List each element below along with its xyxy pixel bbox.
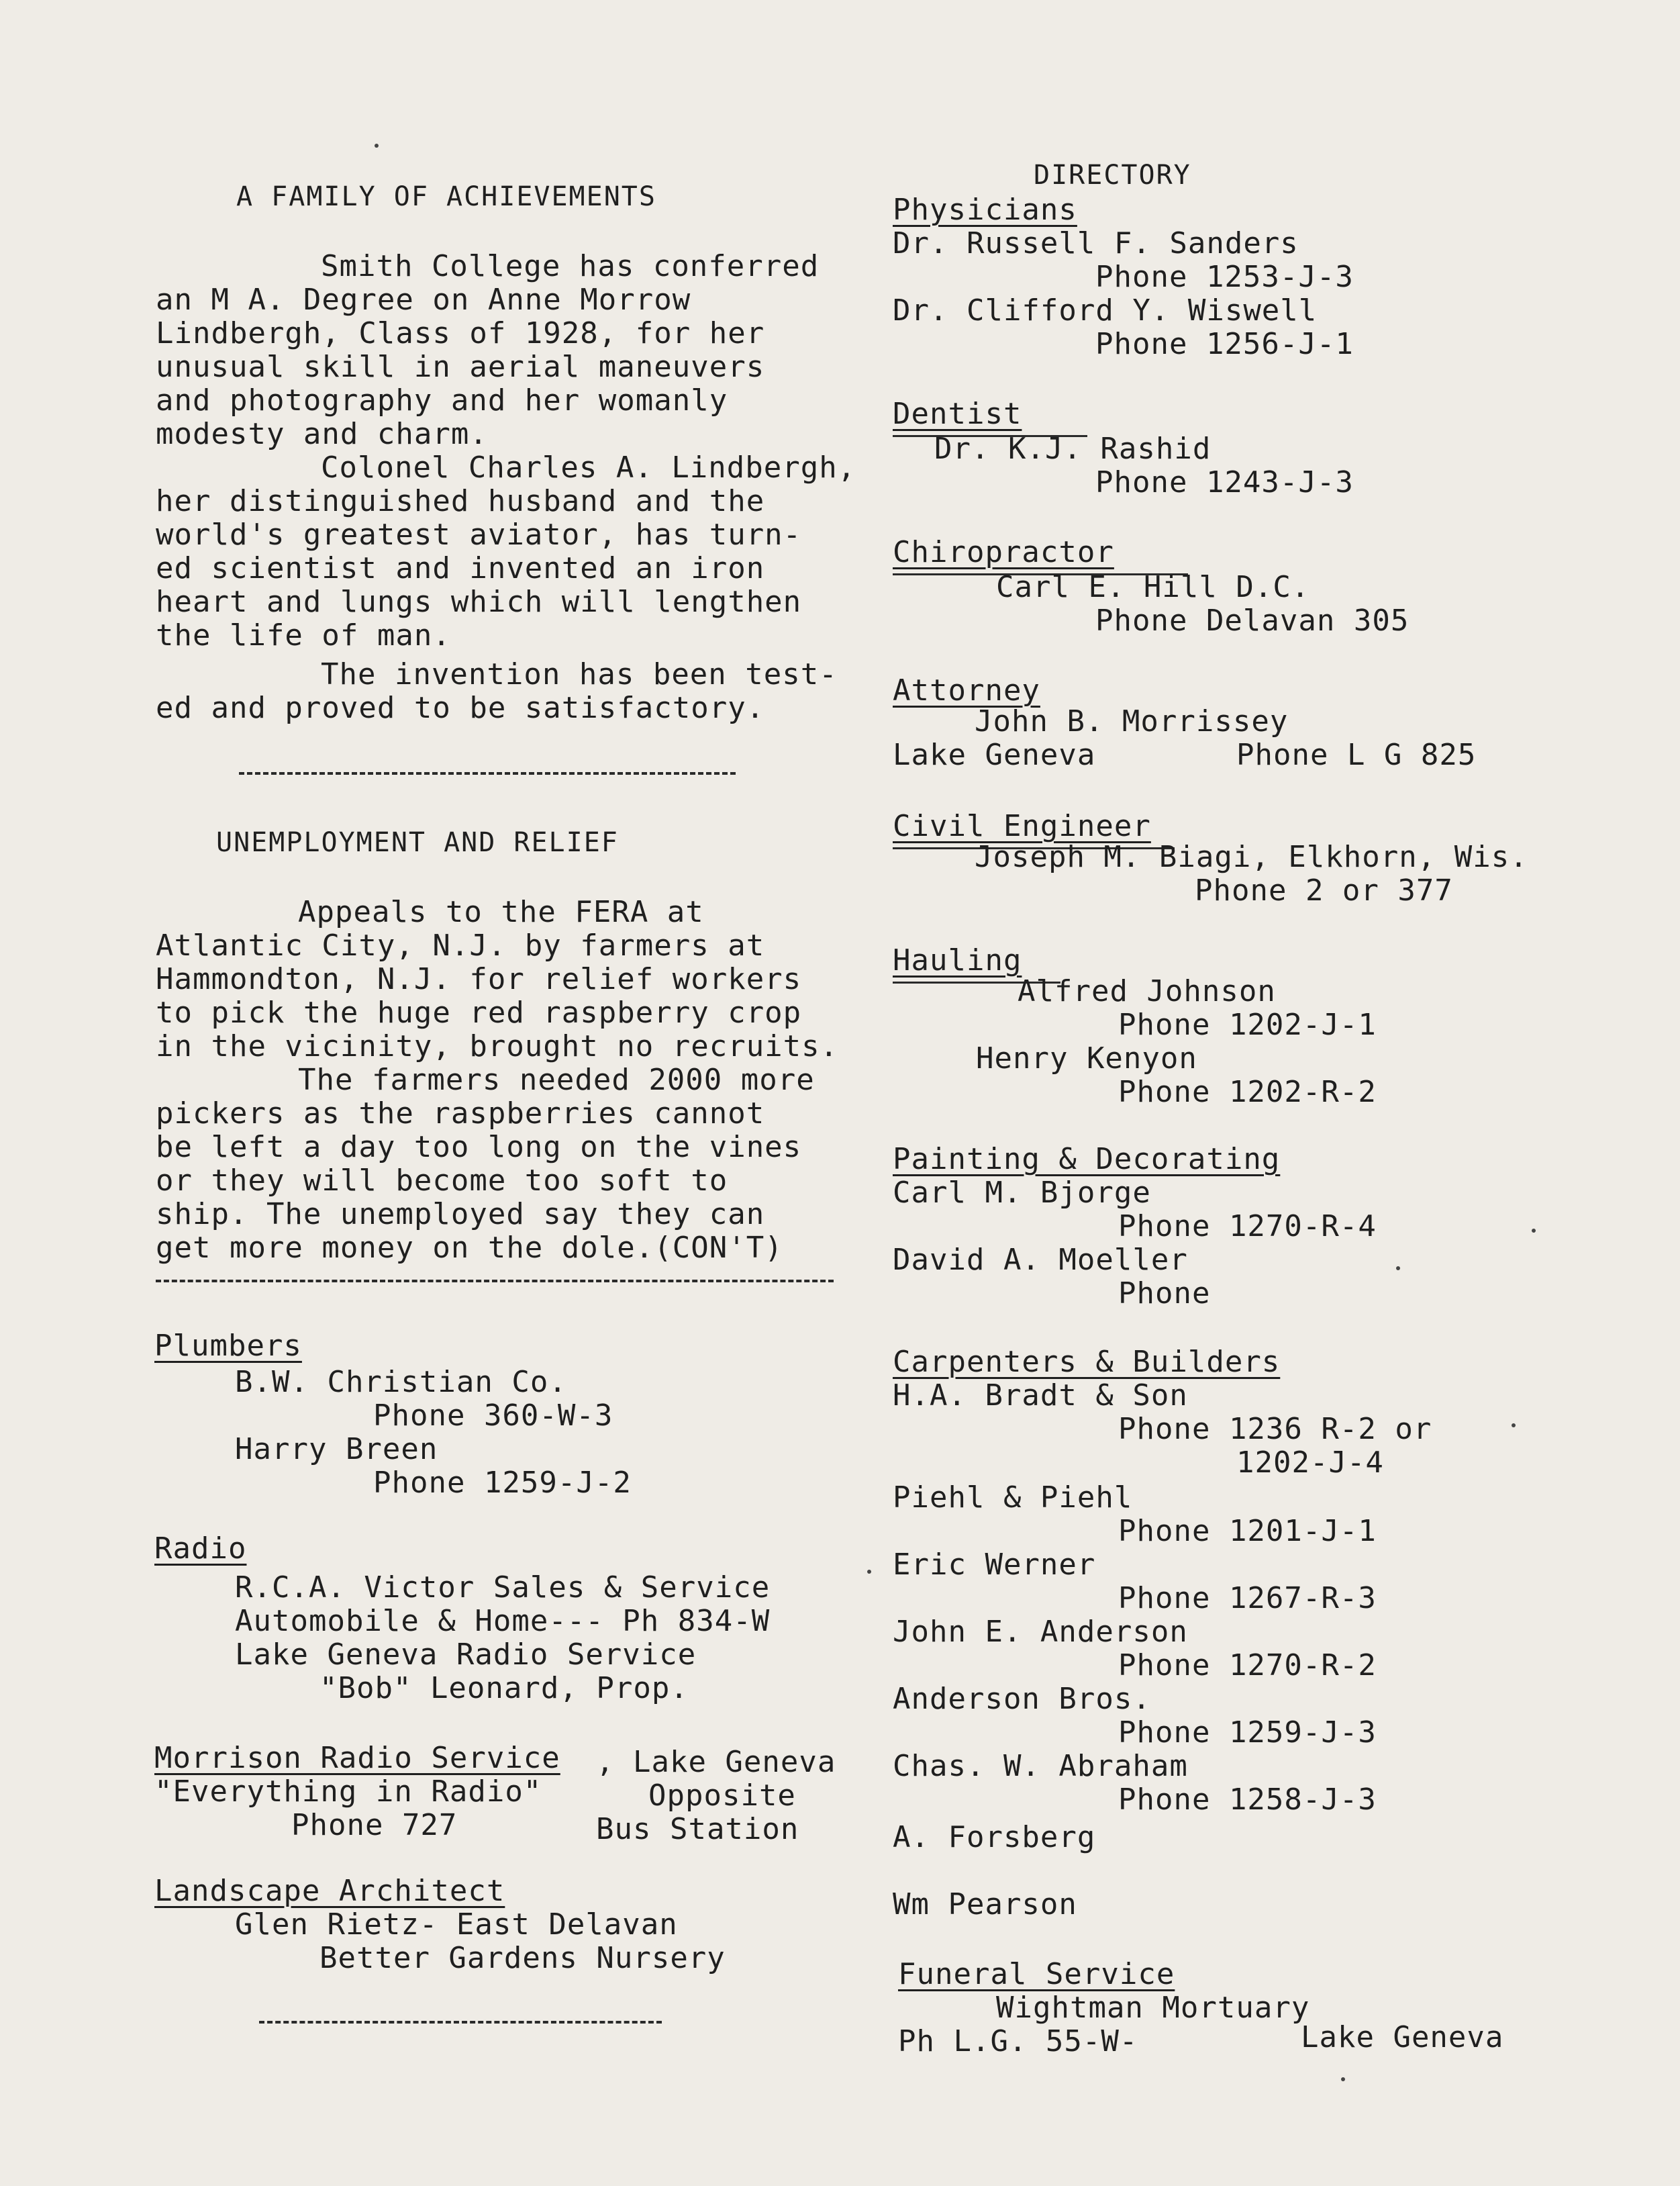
carpenters-line: Phone 1270-R-2 (1118, 1648, 1377, 1682)
landscape-line: Better Gardens Nursery (319, 1941, 726, 1975)
achievements-line: The invention has been test- (321, 657, 838, 692)
physicians-line: Dr. Clifford Y. Wiswell (893, 293, 1318, 328)
hauling-heading: Hauling (893, 943, 1022, 978)
achievements-line: modesty and charm. (156, 417, 488, 451)
achievements-line: Lindbergh, Class of 1928, for her (156, 316, 765, 350)
radio-line: Lake Geneva Radio Service (235, 1637, 697, 1672)
carpenters-line: Chas. W. Abraham (893, 1749, 1188, 1783)
unemployment-line: or they will become too soft to (156, 1163, 728, 1198)
attorney-line: John B. Morrissey (975, 704, 1289, 739)
plumbers-line: Harry Breen (235, 1432, 438, 1466)
achievements-line: Colonel Charles A. Lindbergh, (321, 450, 856, 485)
paper-speck (867, 1570, 871, 1574)
plumbers-line: Phone 1259-J-2 (373, 1466, 632, 1500)
paper-speck (375, 144, 379, 148)
carpenters-line: Phone 1201-J-1 (1118, 1514, 1377, 1548)
morrison-heading: Morrison Radio Service (154, 1741, 560, 1775)
painting-line: Carl M. Bjorge (893, 1176, 1151, 1210)
unemployment-title: UNEMPLOYMENT AND RELIEF (216, 827, 619, 858)
physicians-heading: Physicians (893, 193, 1077, 227)
unemployment-line: in the vicinity, brought no recruits. (156, 1029, 839, 1063)
carpenters-line: H.A. Bradt & Son (893, 1378, 1188, 1413)
carpenters-heading: Carpenters & Builders (893, 1345, 1281, 1379)
achievements-line: world's greatest aviator, has turn- (156, 518, 802, 552)
paper-speck (1341, 2077, 1345, 2081)
painting-line: David A. Moeller (893, 1243, 1188, 1277)
physicians-line: Phone 1253-J-3 (1095, 260, 1354, 294)
achievements-line: the life of man. (156, 618, 451, 653)
dentist-heading: Dentist (893, 397, 1022, 431)
carpenters-line: Phone 1267-R-3 (1118, 1581, 1377, 1615)
unemployment-line: to pick the huge red raspberry crop (156, 996, 802, 1030)
carpenters-line: John E. Anderson (893, 1615, 1188, 1649)
unemployment-line: The farmers needed 2000 more (298, 1063, 815, 1097)
carpenters-line: Phone 1236 R-2 or (1118, 1412, 1432, 1446)
plumbers-heading: Plumbers (154, 1329, 302, 1363)
attorney-heading: Attorney (893, 673, 1040, 708)
radio-heading: Radio (154, 1531, 247, 1566)
section-divider (156, 1280, 834, 1282)
paper-speck (1532, 1229, 1536, 1233)
painting-line: Phone 1270-R-4 (1118, 1209, 1377, 1243)
physicians-line: Phone 1256-J-1 (1095, 327, 1354, 361)
plumbers-line: Phone 360-W-3 (373, 1398, 613, 1433)
achievements-line: unusual skill in aerial maneuvers (156, 350, 765, 384)
radio-line: Automobile & Home--- Ph 834-W (235, 1604, 771, 1638)
chiropractor-heading: Chiropractor (893, 535, 1114, 569)
civil-engineer-line: Phone 2 or 377 (1195, 873, 1453, 908)
chiropractor-line: Carl E. Hill D.C. (996, 570, 1310, 604)
radio-line: R.C.A. Victor Sales & Service (235, 1570, 771, 1605)
plumbers-line: B.W. Christian Co. (235, 1365, 567, 1399)
paper-speck (1396, 1266, 1400, 1270)
physicians-line: Dr. Russell F. Sanders (893, 226, 1299, 260)
unemployment-line: get more money on the dole.(CON'T) (156, 1231, 783, 1265)
morrison-line: Phone 727 (291, 1808, 458, 1842)
landscape-heading: Landscape Architect (154, 1874, 505, 1908)
achievements-line: ed and proved to be satisfactory. (156, 691, 765, 725)
dentist-line: Phone 1243-J-3 (1095, 465, 1354, 500)
radio-line: "Bob" Leonard, Prop. (319, 1671, 689, 1705)
civil-engineer-heading: Civil Engineer (893, 809, 1151, 843)
attorney-line: Phone L G 825 (1236, 738, 1477, 772)
unemployment-line: Appeals to the FERA at (298, 895, 704, 929)
section-divider (239, 772, 736, 775)
hauling-line: Phone 1202-J-1 (1118, 1008, 1377, 1042)
morrison-line: Bus Station (596, 1812, 799, 1846)
unemployment-line: Atlantic City, N.J. by farmers at (156, 929, 765, 963)
unemployment-line: pickers as the raspberries cannot (156, 1096, 765, 1131)
hauling-line: Alfred Johnson (1018, 974, 1276, 1008)
morrison-location: , Lake Geneva (596, 1745, 836, 1779)
achievements-title: A FAMILY OF ACHIEVEMENTS (236, 181, 656, 212)
carpenters-line: Wm Pearson (893, 1887, 1077, 1921)
achievements-line: and photography and her womanly (156, 383, 728, 418)
dentist-line: Dr. K.J. Rashid (934, 432, 1212, 466)
carpenters-line: Piehl & Piehl (893, 1480, 1133, 1515)
landscape-line: Glen Rietz- East Delavan (235, 1907, 678, 1942)
carpenters-line: 1202-J-4 (1236, 1445, 1384, 1480)
chiropractor-line: Phone Delavan 305 (1095, 604, 1410, 638)
paper-speck (1512, 1423, 1516, 1427)
civil-engineer-line: Joseph M. Biagi, Elkhorn, Wis. (975, 840, 1528, 874)
achievements-line: ed scientist and invented an iron (156, 551, 765, 585)
funeral-heading: Funeral Service (898, 1957, 1175, 1991)
attorney-line: Lake Geneva (893, 738, 1096, 772)
painting-heading: Painting & Decorating (893, 1142, 1281, 1176)
carpenters-line: Eric Werner (893, 1548, 1096, 1582)
funeral-line: Lake Geneva (1301, 2020, 1504, 2054)
carpenters-line: Phone 1259-J-3 (1118, 1715, 1377, 1750)
unemployment-line: Hammondton, N.J. for relief workers (156, 962, 802, 996)
funeral-line: Ph L.G. 55-W- (898, 2024, 1138, 2058)
carpenters-line: Phone 1258-J-3 (1118, 1783, 1377, 1817)
hauling-line: Phone 1202-R-2 (1118, 1075, 1377, 1109)
unemployment-line: ship. The unemployed say they can (156, 1197, 765, 1231)
carpenters-line: Anderson Bros. (893, 1682, 1151, 1716)
hauling-line: Henry Kenyon (976, 1041, 1197, 1076)
achievements-line: an M A. Degree on Anne Morrow (156, 283, 691, 317)
achievements-line: Smith College has conferred (321, 249, 820, 283)
carpenters-line: A. Forsberg (893, 1820, 1096, 1854)
morrison-line: "Everything in Radio" (154, 1774, 542, 1809)
achievements-line: her distinguished husband and the (156, 484, 765, 518)
funeral-line: Wightman Mortuary (996, 1991, 1310, 2025)
morrison-line: Opposite (648, 1778, 796, 1813)
unemployment-line: be left a day too long on the vines (156, 1130, 802, 1164)
achievements-line: heart and lungs which will lengthen (156, 585, 802, 619)
section-divider (259, 2021, 662, 2024)
directory-title: DIRECTORY (1034, 160, 1191, 191)
painting-line: Phone (1118, 1276, 1211, 1311)
